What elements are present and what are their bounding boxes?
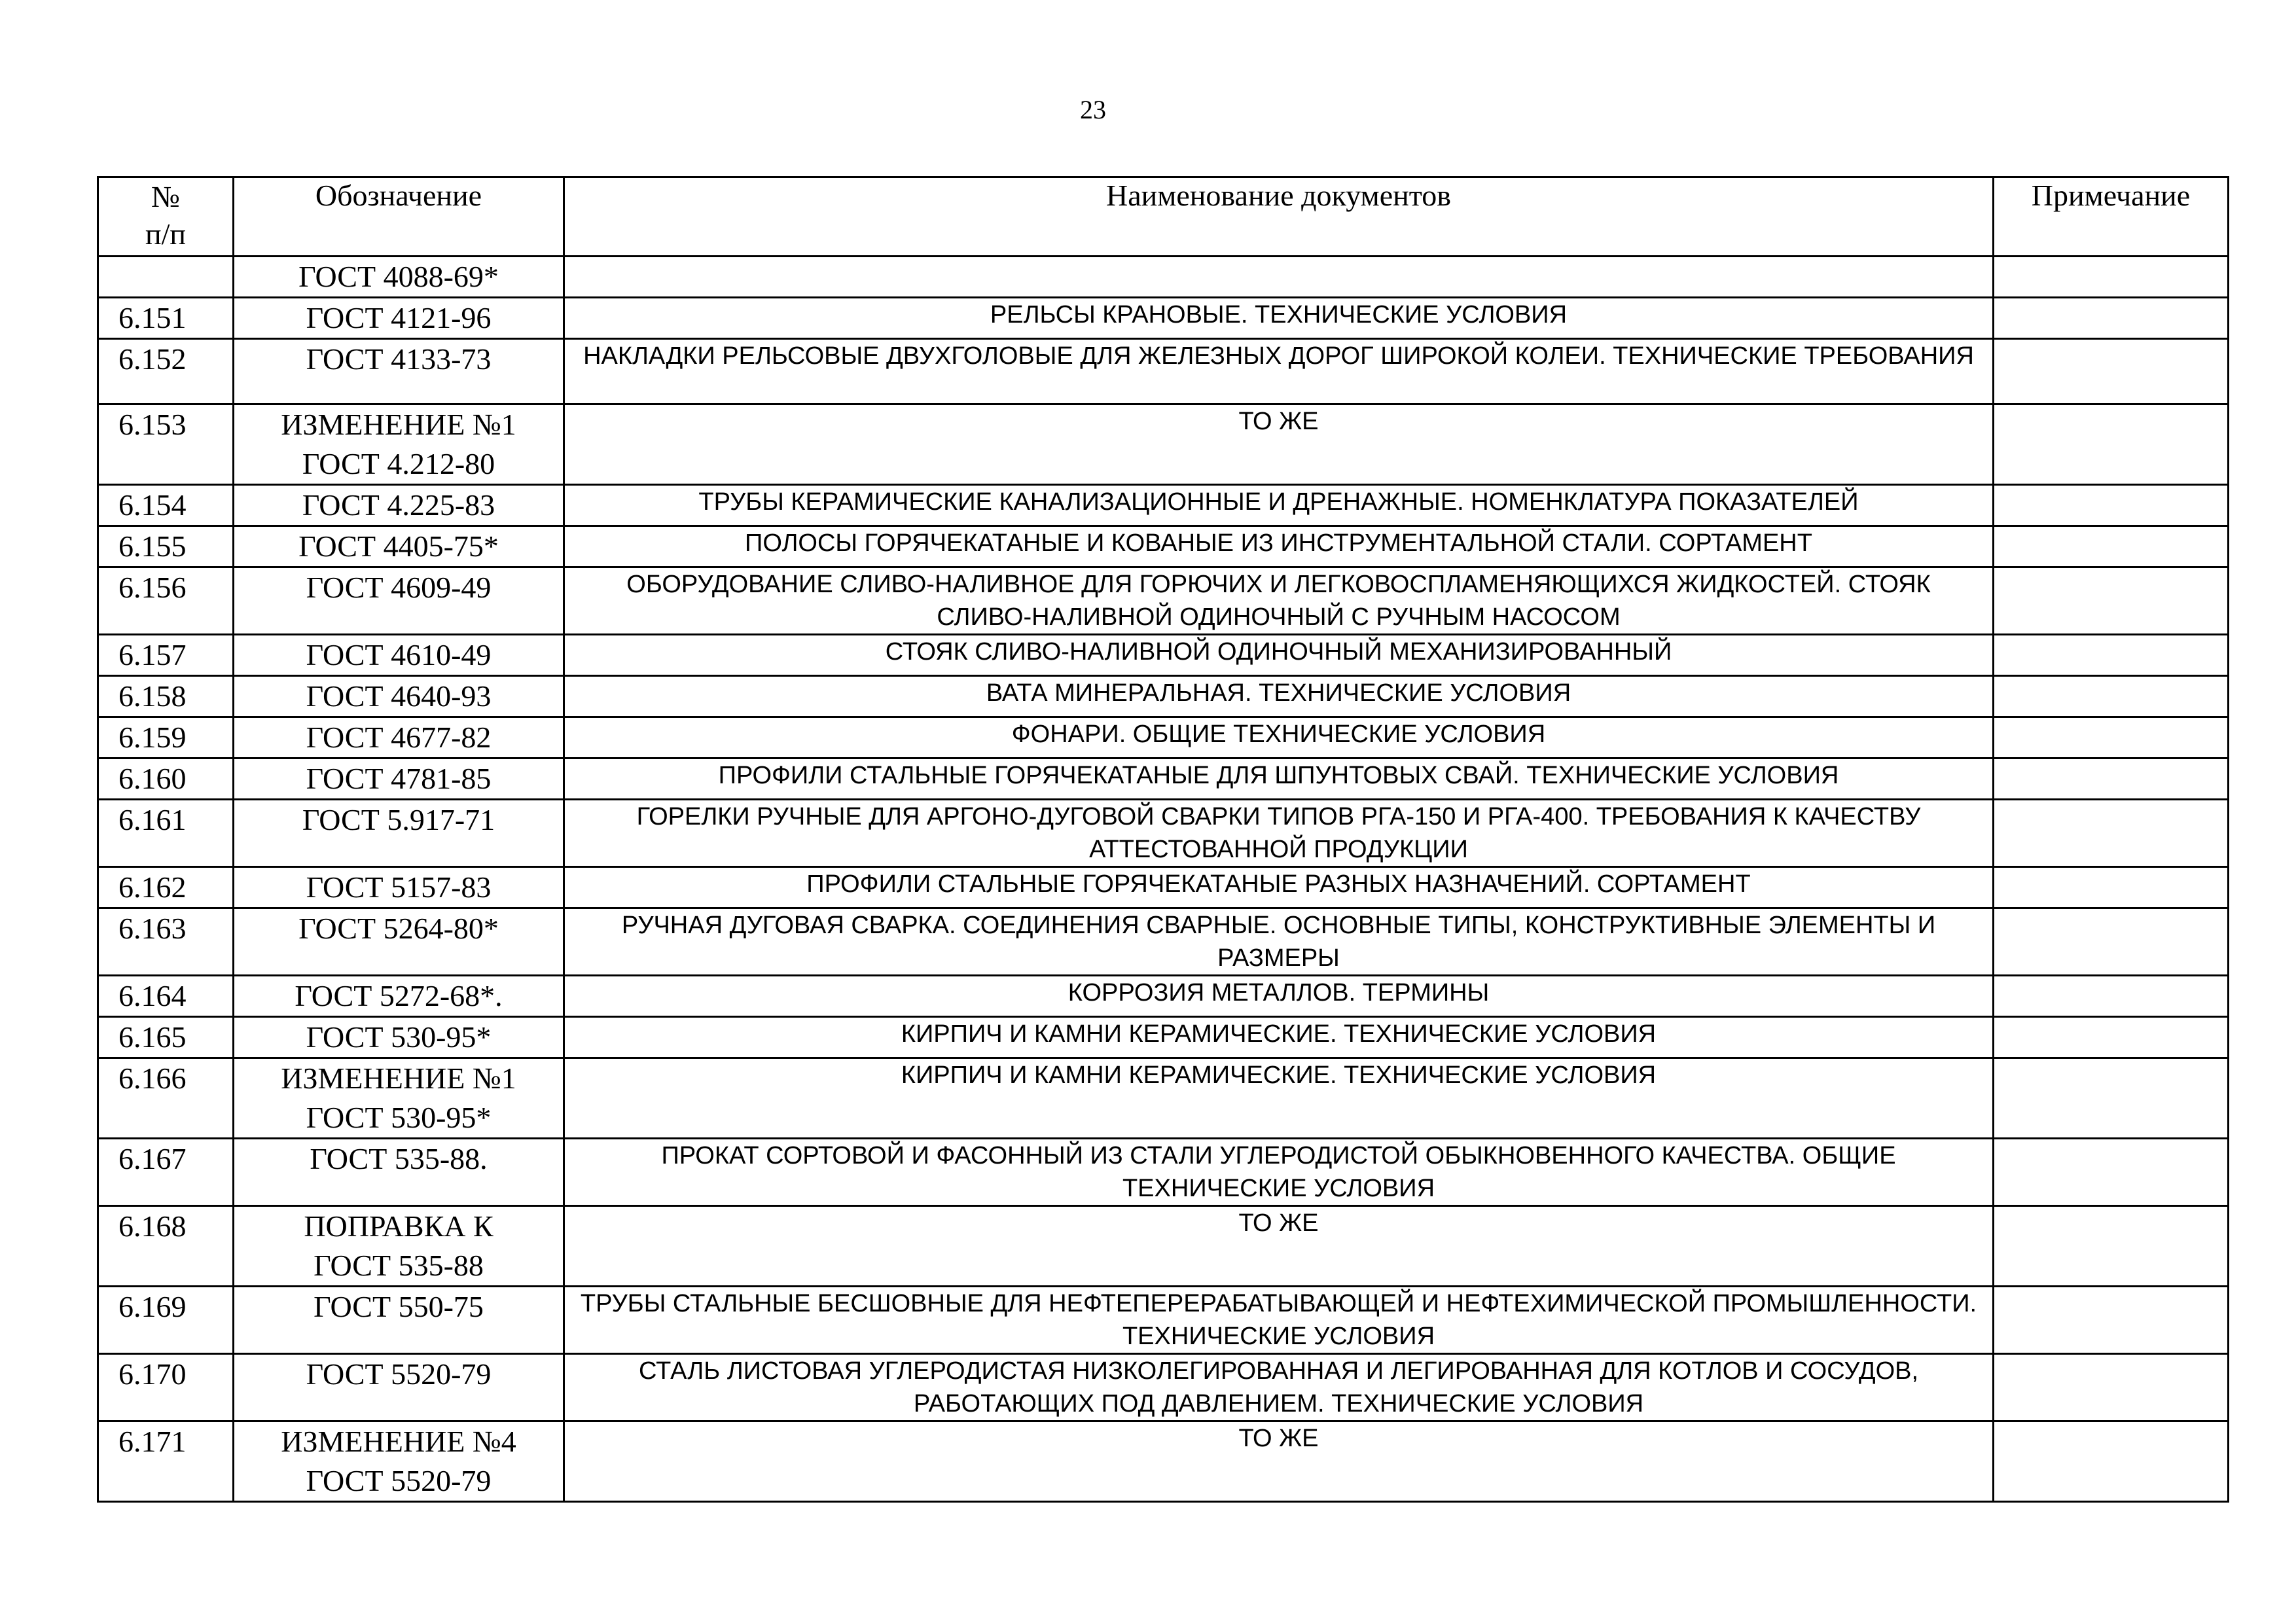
- row-note: [1994, 485, 2229, 526]
- table-row: [98, 1139, 2229, 1206]
- table-row: [98, 908, 2229, 976]
- row-note: [1994, 1421, 2229, 1502]
- row-document-name: ПОЛОСЫ ГОРЯЧЕКАТАНЫЕ И КОВАНЫЕ ИЗ ИНСТРУМЕНТАЛЬНОЙ СТАЛИ. СОРТАМЕНТ: [564, 526, 1994, 567]
- row-designation: [234, 257, 564, 298]
- row-document-name: [564, 257, 1994, 298]
- row-note: [1994, 1287, 2229, 1354]
- row-designation: [234, 404, 564, 485]
- row-number: 6.169: [98, 1287, 234, 1354]
- table-row: [98, 1017, 2229, 1058]
- designation-line: ГОСТ 5264-80*: [298, 912, 499, 945]
- header-document-name: Наименование документов: [564, 177, 1994, 257]
- table-row: [98, 635, 2229, 676]
- row-designation: [234, 908, 564, 976]
- row-number: 6.151: [98, 298, 234, 339]
- table-row: [98, 976, 2229, 1017]
- row-designation: [234, 1421, 564, 1502]
- row-designation: [234, 485, 564, 526]
- row-note: [1994, 976, 2229, 1017]
- row-document-name: РЕЛЬСЫ КРАНОВЫЕ. ТЕХНИЧЕСКИЕ УСЛОВИЯ: [564, 298, 1994, 339]
- row-note: [1994, 257, 2229, 298]
- row-document-name: СТАЛЬ ЛИСТОВАЯ УГЛЕРОДИСТАЯ НИЗКОЛЕГИРОВАННАЯ И ЛЕГИРОВАННАЯ ДЛЯ КОТЛОВ И СОСУДОВ, РАБОТАЮЩИХ ПОД ДАВЛЕНИЕМ. ТЕХНИЧЕСКИЕ УСЛОВИЯ: [564, 1354, 1994, 1421]
- designation-line: ГОСТ 4781-85: [306, 762, 492, 795]
- row-note: [1994, 1354, 2229, 1421]
- row-designation: [234, 567, 564, 635]
- row-note: [1994, 908, 2229, 976]
- table-row: [98, 567, 2229, 635]
- table-row: [98, 758, 2229, 800]
- designation-line: ГОСТ 5520-79: [306, 1357, 492, 1391]
- table-row: [98, 339, 2229, 404]
- row-note: [1994, 1206, 2229, 1287]
- row-designation: [234, 1206, 564, 1287]
- row-designation: [234, 526, 564, 567]
- row-note: [1994, 867, 2229, 908]
- row-document-name: ОБОРУДОВАНИЕ СЛИВО-НАЛИВНОЕ ДЛЯ ГОРЮЧИХ И ЛЕГКОВОСПЛАМЕНЯЮЩИХСЯ ЖИДКОСТЕЙ. СТОЯК СЛИВО-НАЛИВНОЙ ОДИНОЧНЫЙ С РУЧНЫМ НАСОСОМ: [564, 567, 1994, 635]
- designation-line: ГОСТ 4405-75*: [298, 529, 499, 563]
- row-note: [1994, 339, 2229, 404]
- table-header: [98, 177, 2229, 257]
- row-note: [1994, 758, 2229, 800]
- row-note: [1994, 635, 2229, 676]
- row-document-name: КИРПИЧ И КАМНИ КЕРАМИЧЕСКИЕ. ТЕХНИЧЕСКИЕ УСЛОВИЯ: [564, 1017, 1994, 1058]
- row-document-name: ПРОФИЛИ СТАЛЬНЫЕ ГОРЯЧЕКАТАНЫЕ РАЗНЫХ НАЗНАЧЕНИЙ. СОРТАМЕНТ: [564, 867, 1994, 908]
- table-row: [98, 676, 2229, 717]
- table-row: [98, 1287, 2229, 1354]
- row-note: [1994, 717, 2229, 758]
- row-note: [1994, 526, 2229, 567]
- row-note: [1994, 404, 2229, 485]
- row-number: 6.161: [98, 800, 234, 867]
- row-document-name: ПРОКАТ СОРТОВОЙ И ФАСОННЫЙ ИЗ СТАЛИ УГЛЕРОДИСТОЙ ОБЫКНОВЕННОГО КАЧЕСТВА. ОБЩИЕ ТЕХНИЧЕСКИЕ УСЛОВИЯ: [564, 1139, 1994, 1206]
- row-note: [1994, 676, 2229, 717]
- row-note: [1994, 1058, 2229, 1139]
- row-number: 6.164: [98, 976, 234, 1017]
- designation-line: ГОСТ 4.212-80: [302, 447, 495, 480]
- row-designation: [234, 717, 564, 758]
- table-row: [98, 1421, 2229, 1502]
- row-number: 6.166: [98, 1058, 234, 1139]
- row-document-name: ПРОФИЛИ СТАЛЬНЫЕ ГОРЯЧЕКАТАНЫЕ ДЛЯ ШПУНТОВЫХ СВАЙ. ТЕХНИЧЕСКИЕ УСЛОВИЯ: [564, 758, 1994, 800]
- row-number: 6.155: [98, 526, 234, 567]
- row-number: 6.168: [98, 1206, 234, 1287]
- row-document-name: РУЧНАЯ ДУГОВАЯ СВАРКА. СОЕДИНЕНИЯ СВАРНЫЕ. ОСНОВНЫЕ ТИПЫ, КОНСТРУКТИВНЫЕ ЭЛЕМЕНТЫ И РАЗМЕРЫ: [564, 908, 1994, 976]
- row-document-name: СТОЯК СЛИВО-НАЛИВНОЙ ОДИНОЧНЫЙ МЕХАНИЗИРОВАННЫЙ: [564, 635, 1994, 676]
- header-number-abbr: п/п: [145, 217, 186, 251]
- designation-line: ГОСТ 530-95*: [306, 1101, 492, 1134]
- designation-line: ГОСТ 530-95*: [306, 1020, 492, 1054]
- row-number: 6.162: [98, 867, 234, 908]
- row-designation: [234, 867, 564, 908]
- designation-line: ГОСТ 4609-49: [306, 571, 492, 604]
- row-document-name: ВАТА МИНЕРАЛЬНАЯ. ТЕХНИЧЕСКИЕ УСЛОВИЯ: [564, 676, 1994, 717]
- table-row: [98, 404, 2229, 485]
- row-number: 6.152: [98, 339, 234, 404]
- row-document-name: НАКЛАДКИ РЕЛЬСОВЫЕ ДВУХГОЛОВЫЕ ДЛЯ ЖЕЛЕЗНЫХ ДОРОГ ШИРОКОЙ КОЛЕИ. ТЕХНИЧЕСКИЕ ТРЕБОВАНИЯ: [564, 339, 1994, 404]
- row-designation: [234, 676, 564, 717]
- row-designation: [234, 1058, 564, 1139]
- row-note: [1994, 1139, 2229, 1206]
- designation-line: ГОСТ 5157-83: [306, 870, 492, 904]
- row-designation: [234, 800, 564, 867]
- row-number: 6.159: [98, 717, 234, 758]
- row-designation: [234, 298, 564, 339]
- designation-line: ИЗМЕНЕНИЕ №1: [281, 1061, 516, 1095]
- table-body: [98, 257, 2229, 1502]
- table-row: [98, 1206, 2229, 1287]
- designation-line: ГОСТ 550-75: [314, 1290, 484, 1323]
- row-note: [1994, 800, 2229, 867]
- page-number: 23: [1080, 95, 1106, 124]
- designation-line: ПОПРАВКА К: [304, 1209, 493, 1243]
- row-note: [1994, 1017, 2229, 1058]
- designation-line: ГОСТ 5.917-71: [302, 803, 495, 836]
- documents-table: [97, 176, 2229, 1503]
- table-row: [98, 1058, 2229, 1139]
- row-note: [1994, 298, 2229, 339]
- designation-line: ГОСТ 4.225-83: [302, 488, 495, 522]
- designation-line: ГОСТ 5520-79: [306, 1464, 492, 1497]
- row-designation: [234, 1017, 564, 1058]
- designation-line: ИЗМЕНЕНИЕ №1: [281, 408, 516, 441]
- row-document-name: ТРУБЫ СТАЛЬНЫЕ БЕСШОВНЫЕ ДЛЯ НЕФТЕПЕРЕРАБАТЫВАЮЩЕЙ И НЕФТЕХИМИЧЕСКОЙ ПРОМЫШЛЕННОСТИ. ТЕХНИЧЕСКИЕ УСЛОВИЯ: [564, 1287, 1994, 1354]
- row-number: 6.163: [98, 908, 234, 976]
- row-document-name: ТО ЖЕ: [564, 1421, 1994, 1502]
- row-designation: [234, 1354, 564, 1421]
- table-row: [98, 1354, 2229, 1421]
- header-note: Примечание: [1994, 177, 2229, 257]
- designation-line: ГОСТ 4088-69*: [298, 260, 499, 293]
- row-number: 6.158: [98, 676, 234, 717]
- row-document-name: ТО ЖЕ: [564, 1206, 1994, 1287]
- designation-line: ГОСТ 5272-68*.: [295, 979, 503, 1012]
- row-number: 6.171: [98, 1421, 234, 1502]
- header-number: [98, 177, 234, 257]
- row-designation: [234, 1287, 564, 1354]
- table-row: [98, 485, 2229, 526]
- header-designation: Обозначение: [234, 177, 564, 257]
- row-note: [1994, 567, 2229, 635]
- designation-line: ГОСТ 4133-73: [306, 342, 492, 376]
- row-designation: [234, 339, 564, 404]
- row-document-name: ТРУБЫ КЕРАМИЧЕСКИЕ КАНАЛИЗАЦИОННЫЕ И ДРЕНАЖНЫЕ. НОМЕНКЛАТУРА ПОКАЗАТЕЛЕЙ: [564, 485, 1994, 526]
- table-row: [98, 526, 2229, 567]
- table-row: [98, 257, 2229, 298]
- header-row: [98, 177, 2229, 257]
- row-designation: [234, 758, 564, 800]
- designation-line: ГОСТ 4610-49: [306, 638, 492, 671]
- header-number-sign: №: [151, 180, 180, 213]
- row-number: 6.156: [98, 567, 234, 635]
- row-number: 6.154: [98, 485, 234, 526]
- row-designation: [234, 635, 564, 676]
- designation-line: ГОСТ 4121-96: [306, 301, 492, 334]
- row-number: 6.160: [98, 758, 234, 800]
- row-document-name: ФОНАРИ. ОБЩИЕ ТЕХНИЧЕСКИЕ УСЛОВИЯ: [564, 717, 1994, 758]
- row-designation: [234, 1139, 564, 1206]
- designation-line: ГОСТ 4677-82: [306, 721, 492, 754]
- row-number: 6.165: [98, 1017, 234, 1058]
- row-designation: [234, 976, 564, 1017]
- designation-line: ИЗМЕНЕНИЕ №4: [281, 1425, 516, 1458]
- row-document-name: ТО ЖЕ: [564, 404, 1994, 485]
- table-row: [98, 800, 2229, 867]
- row-number: 6.157: [98, 635, 234, 676]
- row-document-name: КОРРОЗИЯ МЕТАЛЛОВ. ТЕРМИНЫ: [564, 976, 1994, 1017]
- row-number: 6.167: [98, 1139, 234, 1206]
- row-number: 6.153: [98, 404, 234, 485]
- row-document-name: ГОРЕЛКИ РУЧНЫЕ ДЛЯ АРГОНО-ДУГОВОЙ СВАРКИ ТИПОВ РГА-150 И РГА-400. ТРЕБОВАНИЯ К КАЧЕСТВУ АТТЕСТОВАННОЙ ПРОДУКЦИИ: [564, 800, 1994, 867]
- table-row: [98, 298, 2229, 339]
- row-number: 6.170: [98, 1354, 234, 1421]
- table-row: [98, 717, 2229, 758]
- designation-line: ГОСТ 535-88: [314, 1249, 484, 1282]
- row-document-name: КИРПИЧ И КАМНИ КЕРАМИЧЕСКИЕ. ТЕХНИЧЕСКИЕ УСЛОВИЯ: [564, 1058, 1994, 1139]
- row-number: [98, 257, 234, 298]
- table-row: [98, 867, 2229, 908]
- designation-line: ГОСТ 4640-93: [306, 679, 492, 713]
- designation-line: ГОСТ 535-88.: [310, 1142, 488, 1175]
